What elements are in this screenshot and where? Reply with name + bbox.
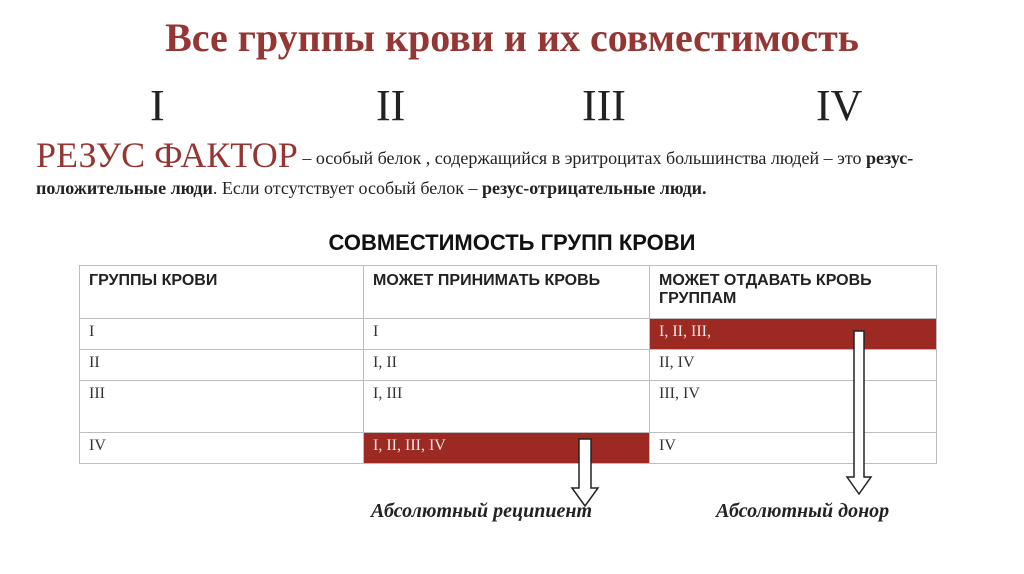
- group-label-1: I: [150, 81, 165, 130]
- donor-arrow-icon: [844, 330, 874, 496]
- cell-receive: I, III: [364, 381, 650, 433]
- table-title: СОВМЕСТИМОСТЬ ГРУПП КРОВИ: [328, 230, 696, 255]
- cell-donate: II, IV: [650, 350, 937, 381]
- cell-group: IV: [80, 433, 364, 464]
- cell-donate: III, IV: [650, 381, 937, 433]
- rhesus-heading: РЕЗУС ФАКТОР: [36, 135, 298, 175]
- cell-group: III: [80, 381, 364, 433]
- compatibility-table: [79, 265, 937, 464]
- table-row: [80, 433, 937, 464]
- rhesus-text-2: . Если отсутствует особый белок –: [212, 178, 482, 198]
- cell-receive: I: [364, 319, 650, 350]
- cell-donate: IV: [650, 433, 937, 464]
- table-header-row: [80, 266, 937, 319]
- cell-receive: I, II: [364, 350, 650, 381]
- header-blood-groups: ГРУППЫ КРОВИ: [80, 266, 364, 319]
- group-label-2: II: [376, 81, 406, 130]
- cell-donate-highlight: I, II, III,: [650, 319, 937, 350]
- table-row: [80, 319, 937, 350]
- page-title: Все группы крови и их совместимость: [165, 15, 859, 60]
- rhesus-text-1: – особый белок , содержащийся в эритроцитах большинства людей – это: [297, 148, 866, 168]
- table-row: [80, 381, 937, 433]
- header-can-receive: МОЖЕТ ПРИНИМАТЬ КРОВЬ: [364, 266, 650, 319]
- rhesus-negative: резус-отрицательные люди.: [481, 178, 707, 198]
- group-label-4: IV: [816, 81, 863, 130]
- recipient-arrow-icon: [570, 438, 600, 508]
- table-row: [80, 350, 937, 381]
- cell-group: II: [80, 350, 364, 381]
- cell-group: I: [80, 319, 364, 350]
- absolute-donor-label: Абсолютный донор: [716, 500, 890, 522]
- rhesus-positive: резус-положительные люди: [36, 148, 914, 198]
- rhesus-paragraph: [36, 135, 996, 203]
- absolute-recipient-label: Абсолютный реципиент: [371, 500, 593, 522]
- cell-receive-highlight: I, II, III, IV: [364, 433, 650, 464]
- group-label-3: III: [582, 81, 626, 130]
- header-can-donate: МОЖЕТ ОТДАВАТЬ КРОВЬ ГРУППАМ: [650, 266, 937, 319]
